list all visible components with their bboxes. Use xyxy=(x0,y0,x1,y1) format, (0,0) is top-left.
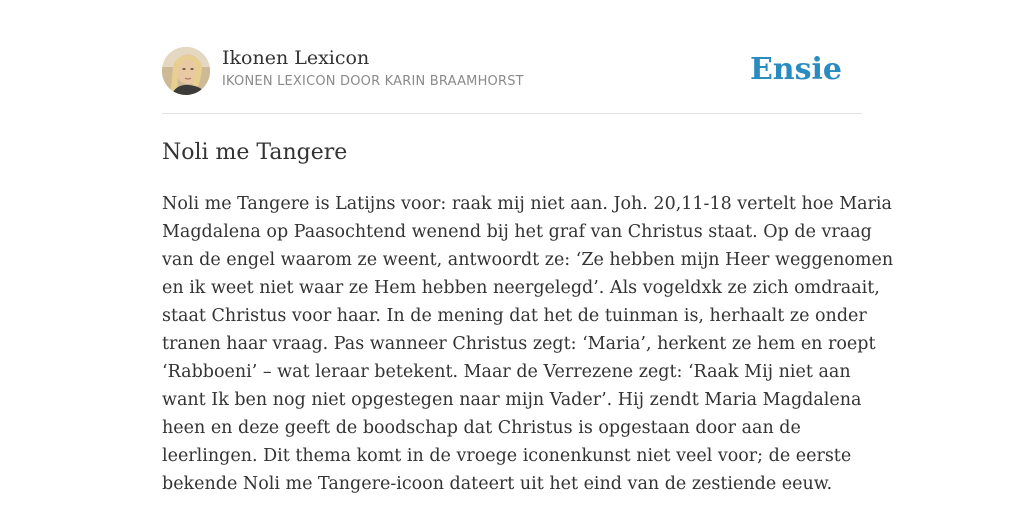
body-line: van de engel waarom ze weent, antwoordt ze: ‘Ze hebben mijn Heer weggenomen xyxy=(162,250,894,270)
body-line: leerlingen. Dit thema komt in de vroege iconenkunst niet veel voor; de eerste xyxy=(162,446,852,466)
body-line: ‘Rabboeni’ – wat leraar betekent. Maar de Verrezene zegt: ‘Raak Mij niet aan xyxy=(162,362,851,382)
brand-logo[interactable]: Ensie xyxy=(749,52,842,87)
source-subtitle[interactable]: IKONEN LEXICON DOOR KARIN BRAAMHORST xyxy=(222,74,524,89)
body-line: bekende Noli me Tangere-icoon dateert uit het eind van de zestiende eeuw. xyxy=(162,474,833,494)
body-line: en ik weet niet waar ze Hem hebben neergelegd’. Als vogeldxk ze zich omdraait, xyxy=(162,278,880,298)
person-portrait-icon xyxy=(162,47,210,95)
article-title: Noli me Tangere xyxy=(162,140,348,165)
body-line: want Ik ben nog niet opgestegen naar mijn Vader’. Hij zendt Maria Magdalena xyxy=(162,390,862,410)
body-line: tranen haar vraag. Pas wanneer Christus zegt: ‘Maria’, herkent ze hem en roept xyxy=(162,334,876,354)
body-line: Magdalena op Paasochtend wenend bij het graf van Christus staat. Op de vraag xyxy=(162,222,872,242)
avatar[interactable] xyxy=(162,47,210,95)
body-line: staat Christus voor haar. In de mening dat het de tuinman is, herhaalt ze onder xyxy=(162,306,867,326)
body-line: heen en deze geeft de boodschap dat Christus is opgestaan door aan de xyxy=(162,418,801,438)
body-line: Noli me Tangere is Latijns voor: raak mij niet aan. Joh. 20,11-18 vertelt hoe Maria xyxy=(162,194,892,214)
article-body xyxy=(162,190,894,498)
source-title[interactable]: Ikonen Lexicon xyxy=(222,47,370,69)
source-header xyxy=(162,46,862,96)
header-divider xyxy=(162,113,862,114)
